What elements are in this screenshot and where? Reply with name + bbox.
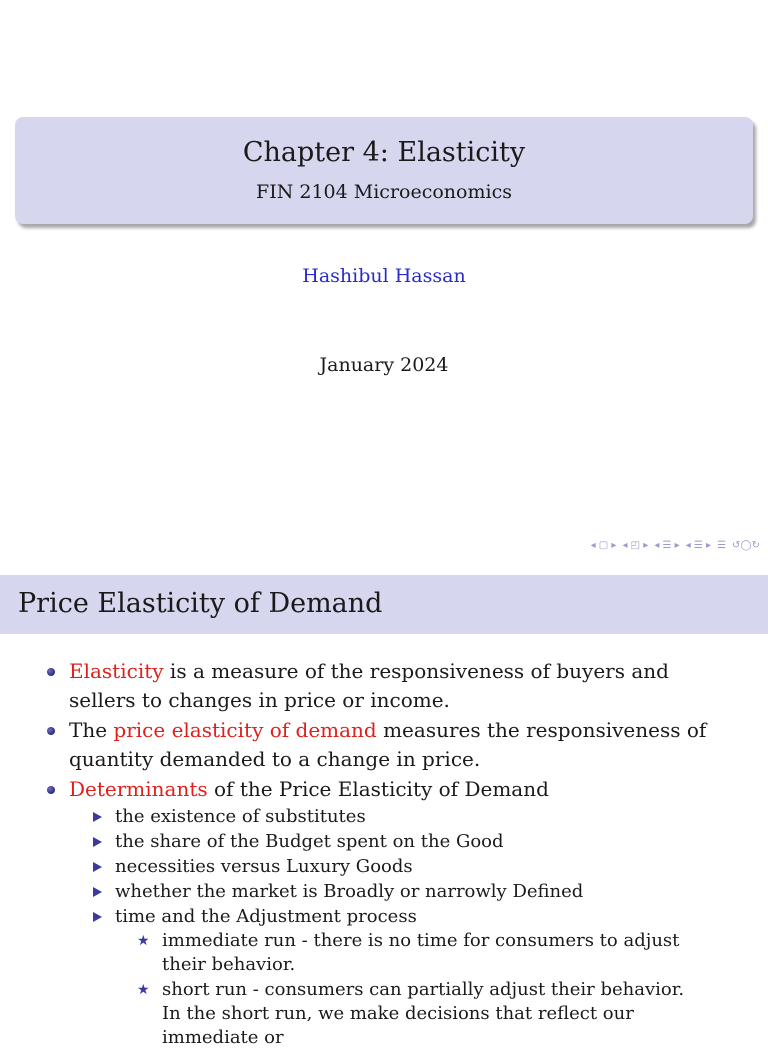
list-item <box>69 804 738 829</box>
triangle-bullet-icon <box>93 837 102 847</box>
triangle-bullet-icon <box>93 862 102 872</box>
triangle-bullet-icon <box>93 912 102 922</box>
list-item <box>69 854 738 879</box>
list-item <box>0 775 768 1050</box>
main-bullet-list <box>0 657 768 1050</box>
list-item <box>0 716 768 774</box>
nav-appendix-icon[interactable]: ☰ <box>717 539 727 551</box>
determinant-text: necessities versus Luxury Goods <box>115 856 413 877</box>
term-highlight: Elasticity <box>69 659 164 683</box>
term-highlight: Determinants <box>69 777 208 801</box>
beamer-navigation-bar <box>591 536 760 554</box>
search-icon[interactable]: ↺◯↻ <box>732 539 760 551</box>
nav-frame-next-icon[interactable]: ◂ ◰ ▸ <box>622 539 649 551</box>
determinant-text: the share of the Budget spent on the Good <box>115 831 504 852</box>
term-highlight: price elasticity of demand <box>113 718 377 742</box>
list-item <box>69 879 738 904</box>
time-runs-list <box>115 929 738 1050</box>
bullet-icon <box>47 668 55 676</box>
triangle-bullet-icon <box>93 812 102 822</box>
nav-subsection-icon[interactable]: ◂ ☰ ▸ <box>654 539 680 551</box>
presentation-subtitle: FIN 2104 Microeconomics <box>256 181 512 203</box>
list-item <box>69 829 738 854</box>
frame-title-bar <box>0 575 768 634</box>
slide-content <box>0 657 768 1051</box>
list-item <box>69 904 738 1050</box>
bullet-text: measures the responsiveness of quantity demanded to a change in price. <box>69 718 707 771</box>
bullet-icon <box>47 786 55 794</box>
author-name: Hashibul Hassan <box>302 265 466 287</box>
list-item <box>0 657 768 715</box>
list-item <box>115 978 738 1050</box>
determinant-text: whether the market is Broadly or narrowly Defined <box>115 881 584 902</box>
presentation-title: Chapter 4: Elasticity <box>242 137 526 168</box>
star-bullet-icon: ★ <box>137 982 150 998</box>
content-slide <box>0 557 768 1048</box>
bullet-icon <box>47 727 55 735</box>
bullet-text-prefix: The <box>69 718 114 742</box>
nav-section-icon[interactable]: ◂ ☰ ▸ <box>685 539 712 551</box>
star-bullet-icon: ★ <box>137 933 150 949</box>
bullet-text: of the Price Elasticity of Demand <box>207 777 549 801</box>
determinant-text: time and the Adjustment process <box>115 906 417 927</box>
title-block <box>15 117 753 224</box>
time-run-text: immediate run - there is no time for consumers to adjust their behavior. <box>162 930 680 975</box>
determinant-text: the existence of substitutes <box>115 806 366 827</box>
nav-frame-prev-icon[interactable]: ◂ ▢ ▸ <box>590 539 617 551</box>
frame-title: Price Elasticity of Demand <box>18 588 383 619</box>
presentation-date: January 2024 <box>319 354 449 376</box>
time-run-text: short run - consumers can partially adjust their behavior. In the short run, we make decisions that reflect our immediate or <box>162 979 685 1048</box>
determinants-list <box>69 804 738 1050</box>
triangle-bullet-icon <box>93 887 102 897</box>
list-item <box>115 929 738 977</box>
bullet-text: is a measure of the responsiveness of buyers and sellers to changes in price or income. <box>69 659 669 712</box>
